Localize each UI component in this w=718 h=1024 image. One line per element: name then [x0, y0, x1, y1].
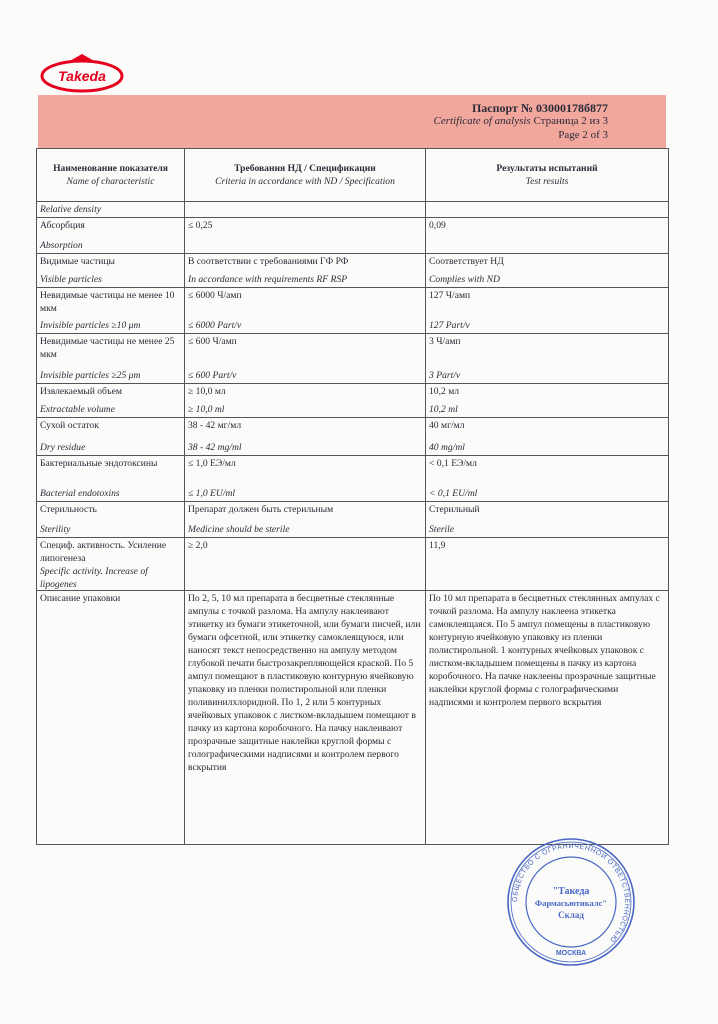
table-row — [37, 384, 669, 418]
stamp-city: МОСКВА — [555, 950, 587, 957]
table-row — [37, 288, 669, 334]
certificate-header — [38, 95, 666, 149]
certificate-title-en: Certificate of analysis — [433, 115, 531, 127]
page-number-en: Page 2 of 3 — [558, 129, 608, 141]
result-cell — [426, 456, 669, 502]
table-row — [37, 254, 669, 288]
characteristic-cell — [37, 288, 185, 334]
table-row — [37, 538, 669, 591]
result-cell-ru: < 0,1 ЕЭ/мл — [429, 458, 477, 469]
characteristic-cell-en: Invisible particles ≥10 μm — [40, 320, 141, 331]
characteristic-cell-en: Invisible particles ≥25 μm — [40, 370, 141, 381]
characteristic-cell — [37, 418, 185, 456]
result-cell-ru: 10,2 мл — [429, 386, 460, 397]
result-cell-en: 40 mg/ml — [429, 442, 465, 453]
specification-cell-ru: ≥ 2,0 — [188, 540, 208, 551]
characteristic-cell-en: Extractable volume — [40, 404, 115, 415]
table-row — [37, 218, 669, 254]
result-cell-ru: 0,09 — [429, 220, 446, 231]
result-cell-en: Sterile — [429, 524, 455, 535]
result-cell-ru: 11,9 — [429, 540, 446, 551]
company-stamp — [505, 836, 637, 968]
specification-cell-en: ≤ 600 Part/v — [188, 370, 237, 381]
result-cell — [426, 334, 669, 384]
specification-cell-ru: ≤ 0,25 — [188, 220, 213, 231]
specification-cell-ru: ≤ 1,0 ЕЭ/мл — [188, 458, 236, 469]
characteristic-cell-ru: Невидимые частицы не менее 10 мкм — [40, 290, 175, 314]
stamp-line3: Склад — [558, 910, 584, 920]
passport-number: Паспорт № 03000178б877 — [471, 101, 608, 115]
result-cell-en: 3 Part/v — [429, 370, 461, 381]
result-cell-en: Complies with ND — [429, 274, 500, 285]
specification-cell — [185, 538, 426, 591]
result-cell — [426, 218, 669, 254]
packaging-spec-cell — [185, 591, 426, 845]
characteristic-cell-ru: Извлекаемый объем — [40, 386, 122, 397]
header-characteristic: Наименование показателя Name of characteristic — [37, 149, 185, 202]
characteristic-cell-ru: Невидимые частицы не менее 25 мкм — [40, 336, 175, 360]
specification-cell-en: 38 - 42 mg/ml — [188, 442, 242, 453]
table-row — [37, 456, 669, 502]
specification-cell-en: In accordance with requirements RF RSP — [188, 274, 348, 285]
characteristic-cell — [37, 456, 185, 502]
specification-cell-ru: В соответствии с требованиями ГФ РФ — [188, 256, 349, 267]
characteristic-cell — [37, 218, 185, 254]
logo-text: Takeda — [58, 68, 106, 84]
characteristic-cell-en: Dry residue — [40, 442, 86, 453]
specification-cell — [185, 218, 426, 254]
result-cell-ru: 127 Ч/амп — [429, 290, 471, 301]
stamp-line1: "Такеда — [552, 886, 590, 897]
result-cell — [426, 254, 669, 288]
result-cell-ru: 3 Ч/амп — [429, 336, 461, 347]
specification-cell-ru: Препарат должен быть стерильным — [188, 504, 334, 515]
result-cell-en: 10,2 ml — [429, 404, 458, 415]
result-cell — [426, 288, 669, 334]
specification-cell — [185, 254, 426, 288]
result-cell-ru: 40 мг/мл — [429, 420, 465, 431]
specification-cell — [185, 202, 426, 218]
characteristic-cell-ru: Стерильность — [40, 504, 97, 515]
packaging-result-cell — [426, 591, 669, 845]
takeda-logo — [38, 52, 126, 98]
specification-cell-ru: 38 - 42 мг/мл — [188, 420, 242, 431]
stamp-line2: Фармасьютикалс" — [534, 898, 608, 908]
characteristic-cell — [37, 202, 185, 218]
certificate-title — [434, 115, 608, 128]
characteristic-cell-en: Specific activity. Increase of lipogenes — [40, 566, 148, 590]
packaging-name-cell-text: Описание упаковки — [40, 593, 121, 604]
specification-cell-ru: ≤ 6000 Ч/амп — [188, 290, 242, 301]
table-header-row — [37, 149, 669, 202]
characteristic-cell-ru: Видимые частицы — [40, 256, 115, 267]
characteristic-cell-ru: Специф. активность. Усиление липогенеза — [40, 540, 167, 564]
characteristic-cell — [37, 384, 185, 418]
characteristic-cell — [37, 334, 185, 384]
result-cell-ru: Соответствует НД — [429, 256, 504, 267]
result-cell-en: < 0,1 EU/ml — [429, 488, 478, 499]
result-cell-ru: Стерильный — [429, 504, 480, 515]
table-row — [37, 418, 669, 456]
specification-cell — [185, 288, 426, 334]
characteristic-cell-ru: Абсорбция — [40, 220, 85, 231]
specification-cell — [185, 502, 426, 538]
page-number-ru: Страница 2 из 3 — [533, 115, 608, 127]
packaging-result-cell-text: По 10 мл препарата в бесцветных стеклянных ампулах с точкой разлома. На ампулу наклеена этикетка самоклеящаяся. По 5 ампул помещены в пластиковую контурную ячейковую упаковку из пленки полистирольной. 1 контурных ячейковых упаковок с листком-вкладышем помещены в пачку из картона коробочного. На пачке наклеены прозрачные защитные наклейки круглой формы с голографическими надписями и контролем первого вскрытия — [429, 593, 660, 708]
result-cell — [426, 502, 669, 538]
specification-cell-en: ≥ 10,0 ml — [188, 404, 225, 415]
packaging-name-cell — [37, 591, 185, 845]
packaging-spec-cell-text: По 2, 5, 10 мл препарата в бесцветные стеклянные ампулы с точкой разлома. На ампулу наклеивают этикетку из бумаги этикеточной, или бумаги писчей, или бумаги офсетной, или этикетку самоклеящуюся, или наносят текст непосредственно на ампулу методом глубокой печати быстрозакрепляющейся краской. По 5 ампул помещают в пластиковую контурную ячейковую упаковку из пленки полистирольной или пленки поливинилхлоридной. По 1, 2 или 5 контурных ячейковых упаковок с листком-вкладышем помещают в пачку из картона коробочного. На пачку наклеивают прозрачные защитные наклейки круглой формы с голографическими надписями и контролем первого вскрытия — [188, 593, 421, 773]
result-cell — [426, 202, 669, 218]
characteristic-cell — [37, 538, 185, 591]
characteristic-cell-en: Sterility — [40, 524, 71, 535]
specification-cell-en: Medicine should be sterile — [188, 524, 290, 535]
table-row — [37, 202, 669, 218]
characteristic-cell-en: Bacterial endotoxins — [40, 488, 120, 499]
characteristic-cell-en: Visible particles — [40, 274, 102, 285]
characteristic-cell-en: Relative density — [40, 204, 102, 215]
characteristic-cell — [37, 254, 185, 288]
characteristic-cell-ru: Бактериальные эндотоксины — [40, 458, 158, 469]
result-cell — [426, 384, 669, 418]
result-cell — [426, 538, 669, 591]
table-row — [37, 502, 669, 538]
specification-cell — [185, 384, 426, 418]
results-table — [36, 148, 669, 845]
specification-cell-en: ≤ 6000 Part/v — [188, 320, 242, 331]
specification-cell — [185, 418, 426, 456]
specification-cell — [185, 334, 426, 384]
header-results: Результаты испытаний Test results — [426, 149, 669, 202]
result-cell — [426, 418, 669, 456]
specification-cell-ru: ≥ 10,0 мл — [188, 386, 226, 397]
specification-cell — [185, 456, 426, 502]
characteristic-cell — [37, 502, 185, 538]
result-cell-en: 127 Part/v — [429, 320, 470, 331]
table-row — [37, 334, 669, 384]
specification-cell-ru: ≤ 600 Ч/амп — [188, 336, 237, 347]
characteristic-cell-en: Absorption — [40, 240, 83, 251]
characteristic-cell-ru: Сухой остаток — [40, 420, 99, 431]
header-specification: Требования НД / Спецификации Criteria in accordance with ND / Specification — [185, 149, 426, 202]
stamp-outer-text: ОБЩЕСТВО С ОГРАНИЧЕННОЙ ОТВЕТСТВЕННОСТЬЮ — [511, 842, 631, 944]
specification-cell-en: ≤ 1,0 EU/ml — [188, 488, 236, 499]
table-row-packaging — [37, 591, 669, 845]
